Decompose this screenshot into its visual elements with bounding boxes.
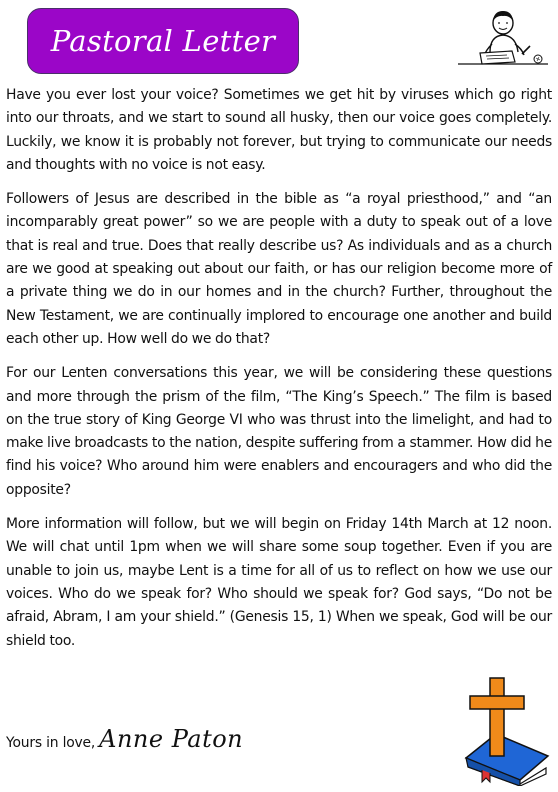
letter-body <box>6 84 552 664</box>
bible-cross-icon <box>460 674 552 786</box>
sign-off <box>6 725 243 765</box>
title-banner <box>27 8 299 74</box>
paragraph: Followers of Jesus are described in the bible as “a royal priesthood,” and “an incomparably great power” so we are people with a duty to speak out of a love that is real and true. Does that really describe us? As individuals and as a church are we good at speaking out about our faith, or has our religion become more of a private thing we do in our homes and in the church? Further, throughout the New Testament, we are continually implored to encourage one another and build each other up. How well do we do that? <box>6 191 552 347</box>
paragraph: For our Lenten conversations this year, we will be considering these questions and more through the prism of the film, “The King’s Speech.” The film is based on the true story of King George VI who was thrust into the limelight, and had to make live broadcasts to the nation, despite suffering from a stammer. How did he find his voice? Who around him were enablers and encouragers and who did the opposite? <box>6 365 552 498</box>
paragraph: More information will follow, but we will begin on Friday 14th March at 12 noon. We will chat until 1pm when we will share some soup together. Even if you are unable to join us, maybe Lent is a time for all of us to reflect on how we use our voices. Who do we speak for? Who should we speak for? God says, “Do not be afraid, Abram, I am your shield.” (Genesis 15, 1) When we speak, God will be our shield too. <box>6 516 552 649</box>
signature: Anne Paton <box>99 725 244 753</box>
closing-text: Yours in love, <box>6 735 96 751</box>
page-title: Pastoral Letter <box>50 24 276 58</box>
person-writing-icon <box>452 6 552 72</box>
paragraph: Have you ever lost your voice? Sometimes we get hit by viruses which go right into our throats, and we start to sound all husky, then our voice goes completely. Luckily, we know it is probably not forever, but trying to communicate our needs and thoughts with no voice is not easy. <box>6 87 552 173</box>
